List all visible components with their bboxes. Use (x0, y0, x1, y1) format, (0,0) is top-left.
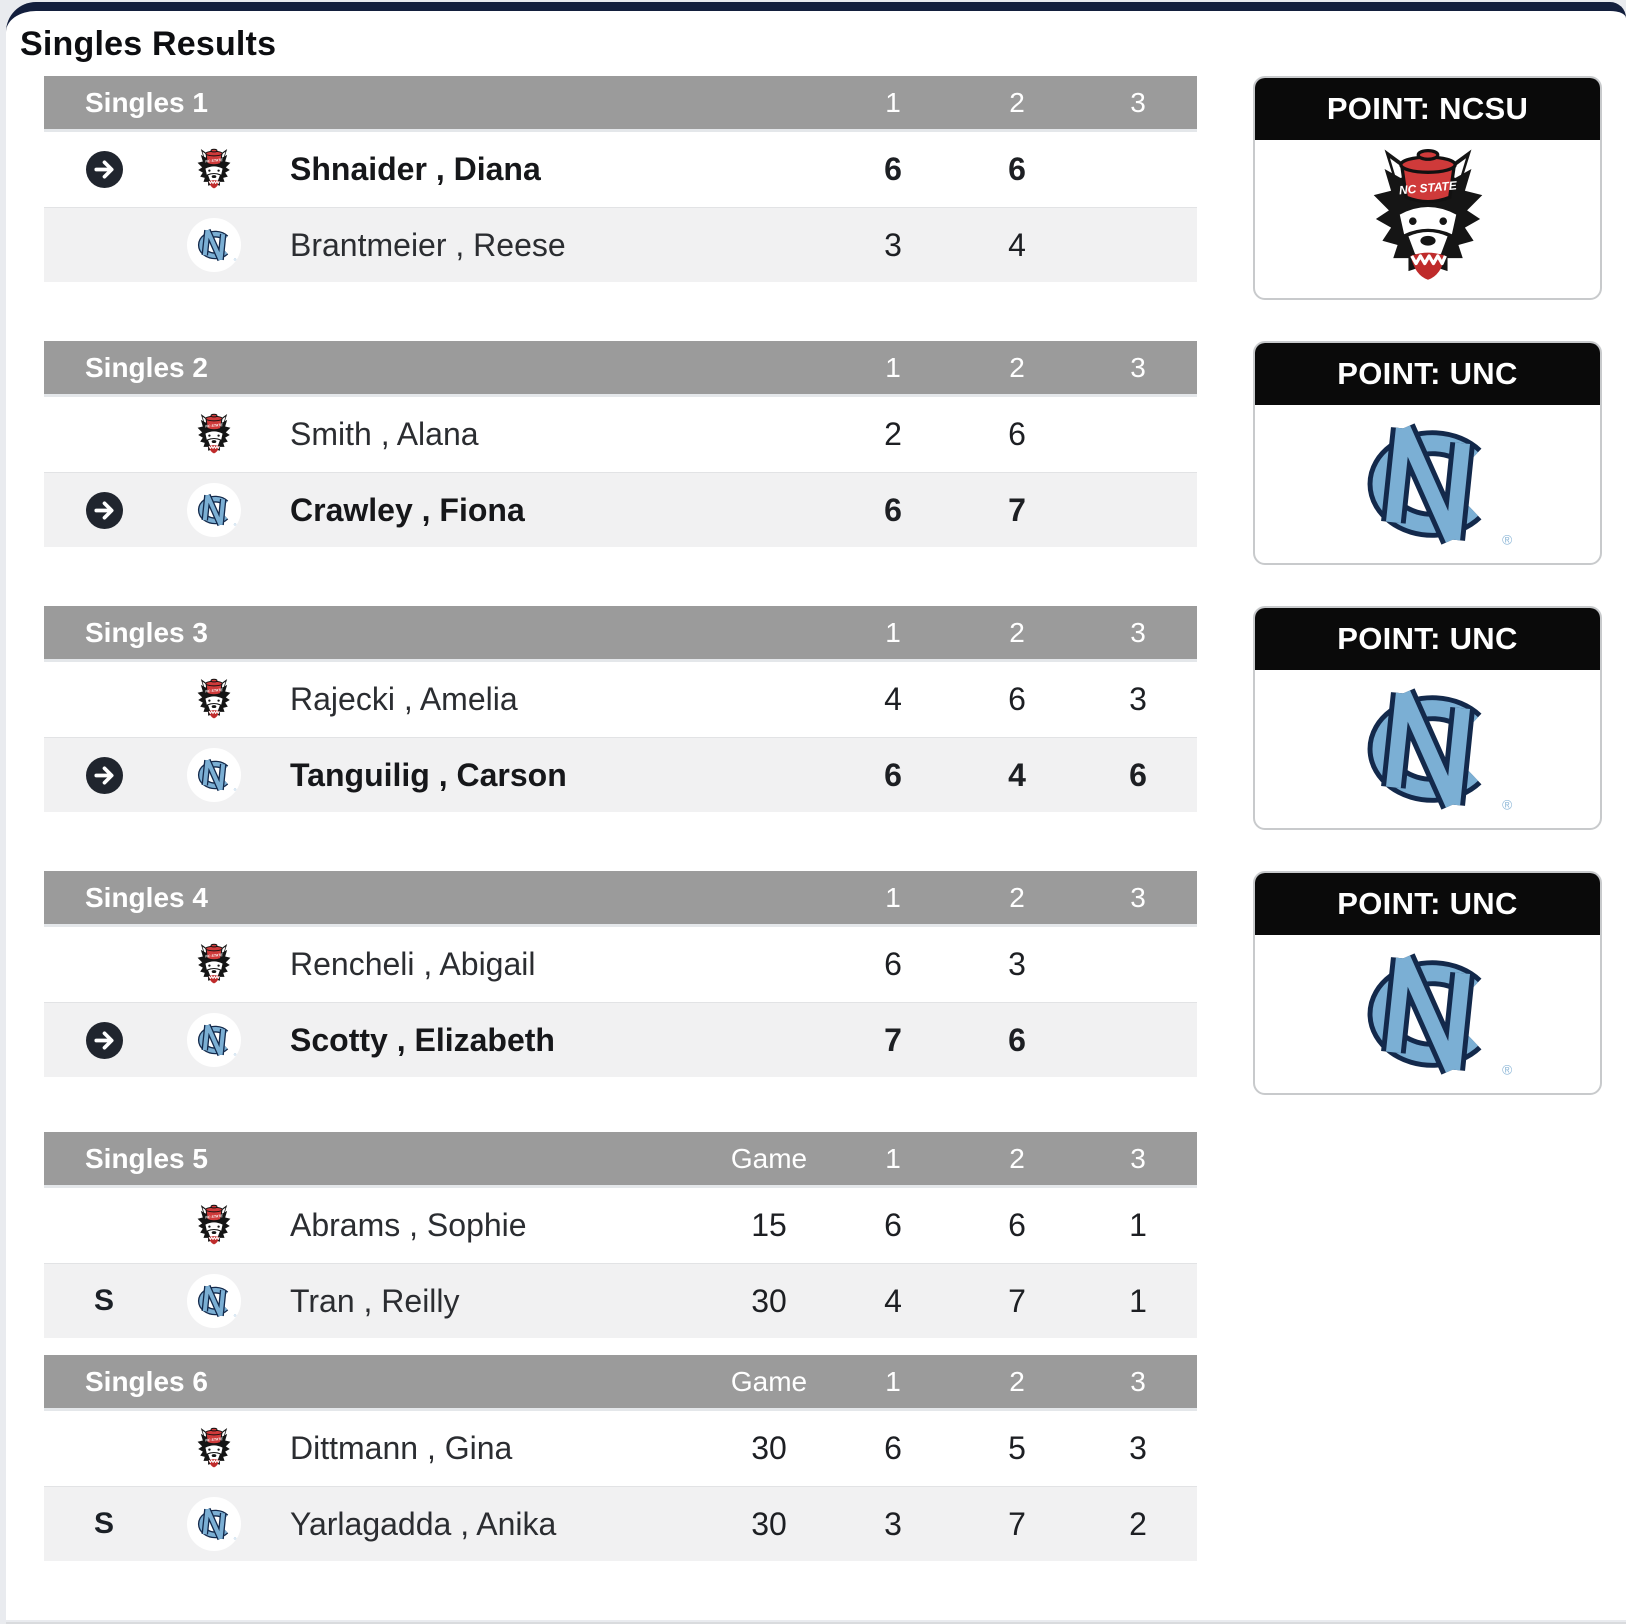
game-score: 30 (751, 1505, 787, 1542)
team-logo-cell (164, 1274, 264, 1328)
match-section (44, 1355, 1626, 1561)
match-title: Singles 6 (85, 1365, 208, 1397)
column-header-set1: 1 (885, 351, 901, 383)
match-title: Singles 4 (85, 881, 208, 913)
column-header-set3: 3 (1130, 1365, 1146, 1397)
status-cell (44, 492, 164, 529)
player-name: Rencheli , Abigail (290, 946, 536, 982)
unc-team-logo-icon (187, 1497, 241, 1551)
unc-point-logo (1255, 670, 1600, 828)
set2-score: 7 (1008, 1282, 1026, 1319)
match-table-header (44, 606, 1197, 662)
player-row (44, 472, 1197, 547)
unc-team-logo-icon (187, 1274, 241, 1328)
point-card (1253, 341, 1602, 565)
set2-score: 7 (1008, 1505, 1026, 1542)
player-row (44, 662, 1197, 737)
point-card (1253, 606, 1602, 830)
ncsu-team-logo-icon (187, 938, 241, 992)
winner-arrow-icon (86, 1022, 123, 1059)
column-header-set3: 3 (1130, 616, 1146, 648)
ncsu-team-logo-icon (187, 1422, 241, 1476)
match-section (44, 871, 1626, 1077)
set1-score: 7 (884, 1021, 902, 1058)
match-section (44, 606, 1626, 812)
column-header-set1: 1 (885, 1142, 901, 1174)
status-cell (44, 1507, 164, 1541)
player-name: Crawley , Fiona (290, 491, 525, 528)
team-logo-cell (164, 748, 264, 802)
point-card-header: POINT: UNC (1255, 343, 1600, 405)
match-title: Singles 2 (85, 351, 208, 383)
unc-point-logo (1255, 405, 1600, 563)
column-header-set2: 2 (1009, 86, 1025, 118)
set2-score: 7 (1008, 491, 1026, 528)
column-header-set1: 1 (885, 881, 901, 913)
set1-score: 6 (884, 946, 902, 982)
column-header-set3: 3 (1130, 351, 1146, 383)
set1-score: 6 (884, 491, 902, 528)
ncsu-team-logo-icon (187, 143, 241, 197)
match-table-header (44, 1355, 1197, 1411)
set1-score: 6 (884, 1207, 902, 1243)
set2-score: 5 (1008, 1430, 1026, 1466)
player-name: Scotty , Elizabeth (290, 1021, 555, 1058)
set3-score: 6 (1129, 756, 1147, 793)
column-header-set3: 3 (1130, 86, 1146, 118)
player-row (44, 1263, 1197, 1338)
winner-arrow-icon (86, 757, 123, 794)
server-indicator: S (93, 1507, 114, 1540)
match-table (44, 1355, 1197, 1561)
column-header-set1: 1 (885, 86, 901, 118)
team-logo-cell (164, 1422, 264, 1476)
set1-score: 6 (884, 756, 902, 793)
ncsu-team-logo-icon (187, 673, 241, 727)
winner-arrow-icon (86, 151, 123, 188)
server-indicator: S (93, 1284, 114, 1317)
set1-score: 6 (884, 151, 902, 187)
unc-team-logo-icon (187, 1013, 241, 1067)
set1-score: 4 (884, 681, 902, 717)
unc-team-logo-icon (187, 483, 241, 537)
match-section (44, 1132, 1626, 1338)
team-logo-cell (164, 1199, 264, 1253)
ncsu-point-logo (1255, 140, 1600, 298)
set3-score: 2 (1129, 1505, 1147, 1542)
point-card-header: POINT: UNC (1255, 873, 1600, 935)
column-header-set3: 3 (1130, 1142, 1146, 1174)
set3-score: 3 (1129, 681, 1147, 717)
player-row (44, 927, 1197, 1002)
match-table (44, 871, 1197, 1077)
team-logo-cell (164, 1497, 264, 1551)
player-row (44, 737, 1197, 812)
point-card-header: POINT: UNC (1255, 608, 1600, 670)
point-card-header: POINT: NCSU (1255, 78, 1600, 140)
set1-score: 3 (884, 226, 902, 263)
team-logo-cell (164, 673, 264, 727)
set1-score: 6 (884, 1430, 902, 1466)
player-name: Tanguilig , Carson (290, 756, 567, 793)
set3-score: 3 (1129, 1430, 1147, 1466)
match-table (44, 341, 1197, 547)
point-card (1253, 871, 1602, 1095)
column-header-set2: 2 (1009, 881, 1025, 913)
player-name: Tran , Reilly (290, 1282, 460, 1319)
set3-score: 1 (1129, 1207, 1147, 1243)
team-logo-cell (164, 483, 264, 537)
winner-arrow-icon (86, 492, 123, 529)
match-title: Singles 1 (85, 86, 208, 118)
match-table (44, 606, 1197, 812)
match-table-header (44, 1132, 1197, 1188)
column-header-game: Game (730, 1142, 808, 1174)
player-row (44, 132, 1197, 207)
set2-score: 6 (1008, 681, 1026, 717)
game-score: 15 (751, 1207, 787, 1243)
player-row (44, 1002, 1197, 1077)
column-header-set1: 1 (885, 616, 901, 648)
team-logo-cell (164, 938, 264, 992)
column-header-set2: 2 (1009, 1365, 1025, 1397)
unc-point-logo (1255, 935, 1600, 1093)
page-title: Singles Results (20, 25, 277, 63)
game-score: 30 (751, 1282, 787, 1319)
team-logo-cell (164, 1013, 264, 1067)
match-table-header (44, 341, 1197, 397)
match-table-header (44, 76, 1197, 132)
unc-team-logo-icon (187, 748, 241, 802)
match-table (44, 1132, 1197, 1338)
match-table (44, 76, 1197, 282)
player-name: Smith , Alana (290, 416, 479, 452)
player-name: Rajecki , Amelia (290, 681, 518, 717)
team-logo-cell (164, 143, 264, 197)
match-section (44, 76, 1626, 282)
unc-team-logo-icon (187, 218, 241, 272)
player-name: Shnaider , Diana (290, 151, 541, 187)
match-table-header (44, 871, 1197, 927)
set1-score: 4 (884, 1282, 902, 1319)
set2-score: 6 (1008, 416, 1026, 452)
set2-score: 4 (1008, 226, 1026, 263)
match-section (44, 341, 1626, 547)
player-row (44, 1411, 1197, 1486)
status-cell (44, 757, 164, 794)
set2-score: 4 (1008, 756, 1026, 793)
player-row (44, 207, 1197, 282)
column-header-set1: 1 (885, 1365, 901, 1397)
player-row (44, 397, 1197, 472)
set2-score: 6 (1008, 1021, 1026, 1058)
status-cell (44, 151, 164, 188)
game-score: 30 (751, 1430, 787, 1466)
ncsu-team-logo-icon (187, 1199, 241, 1253)
point-card (1253, 76, 1602, 300)
matches (16, 76, 1626, 1561)
player-name: Yarlagadda , Anika (290, 1505, 557, 1542)
singles-results-panel (6, 2, 1626, 1620)
match-title: Singles 3 (85, 616, 208, 648)
player-row (44, 1188, 1197, 1263)
column-header-set2: 2 (1009, 1142, 1025, 1174)
column-header-set2: 2 (1009, 351, 1025, 383)
team-logo-cell (164, 218, 264, 272)
player-name: Abrams , Sophie (290, 1207, 527, 1243)
set2-score: 6 (1008, 151, 1026, 187)
team-logo-cell (164, 408, 264, 462)
set2-score: 3 (1008, 946, 1026, 982)
status-cell (44, 1284, 164, 1318)
set2-score: 6 (1008, 1207, 1026, 1243)
set1-score: 2 (884, 416, 902, 452)
column-header-set3: 3 (1130, 881, 1146, 913)
set1-score: 3 (884, 1505, 902, 1542)
column-header-game: Game (730, 1365, 808, 1397)
player-name: Dittmann , Gina (290, 1430, 513, 1466)
match-title: Singles 5 (85, 1142, 208, 1174)
set3-score: 1 (1129, 1282, 1147, 1319)
ncsu-team-logo-icon (187, 408, 241, 462)
status-cell (44, 1022, 164, 1059)
player-name: Brantmeier , Reese (290, 226, 566, 263)
column-header-set2: 2 (1009, 616, 1025, 648)
player-row (44, 1486, 1197, 1561)
